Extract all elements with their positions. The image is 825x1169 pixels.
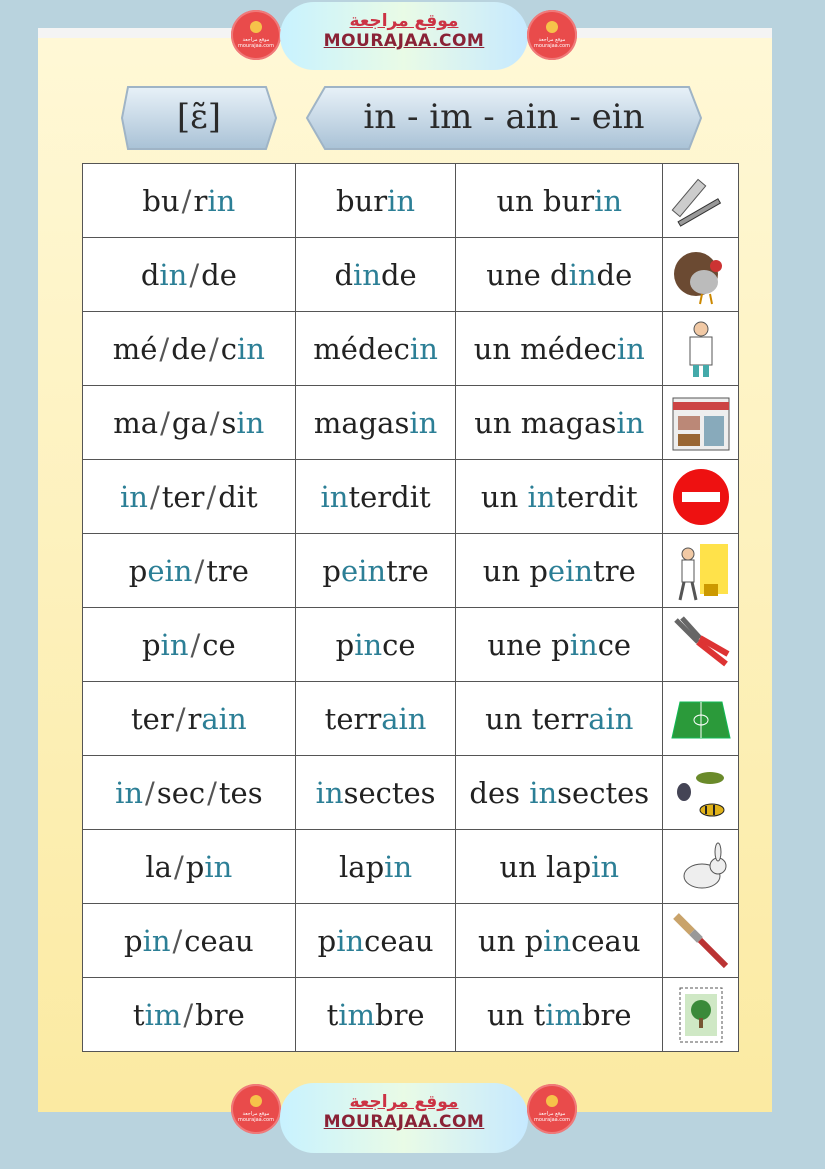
word-fragment: ceau [571, 923, 641, 958]
word-fragment: une d [486, 257, 569, 292]
site-banner-top[interactable] [280, 2, 528, 70]
site-logo-left-footer: موقع مراجعة mourajaa.com [231, 1084, 281, 1134]
chisel-icon [670, 182, 732, 216]
doctor-icon [670, 330, 732, 364]
insects-icon [670, 774, 732, 808]
highlighted-grapheme: in [616, 331, 645, 366]
picture-cell [663, 904, 739, 978]
syllable-separator: / [172, 923, 183, 958]
syllable-fragment: r [193, 183, 208, 218]
spellings-tab [305, 85, 703, 151]
phrase-cell [456, 386, 663, 460]
syllable-fragment: de [201, 257, 237, 292]
syllable-fragment: tre [206, 553, 249, 588]
syllable-fragment: t [132, 997, 145, 1032]
word-cell [295, 608, 456, 682]
syllable-fragment: ma [113, 405, 159, 440]
highlighted-grapheme: ein [547, 553, 594, 588]
word-cell [295, 386, 456, 460]
turkey-icon [670, 256, 732, 290]
word-fragment: ce [597, 627, 632, 662]
word-fragment: un terr [485, 701, 589, 736]
table-row [83, 534, 739, 608]
syllable-fragment: ter [161, 479, 205, 514]
site-banner-bottom[interactable] [280, 1083, 528, 1153]
picture-cell [663, 386, 739, 460]
word-fragment: bre [375, 997, 425, 1032]
highlighted-grapheme: ein [147, 553, 193, 588]
shop-icon [670, 404, 732, 438]
word-fragment: ceau [364, 923, 434, 958]
word-fragment: bre [581, 997, 632, 1032]
syllable-fragment: ce [202, 627, 236, 662]
word-fragment: un bur [496, 183, 595, 218]
word-fragment: bur [336, 183, 388, 218]
word-fragment: une p [487, 627, 570, 662]
highlighted-grapheme: in [616, 405, 645, 440]
highlighted-grapheme: in [409, 405, 438, 440]
sound-tab [120, 85, 278, 151]
highlighted-grapheme: in [236, 405, 265, 440]
syllable-separator: / [207, 775, 217, 810]
phrase-cell [456, 164, 663, 238]
word-fragment: un p [482, 553, 548, 588]
word-fragment: t [326, 997, 339, 1032]
highlighted-grapheme: im [338, 997, 375, 1032]
word-fragment: p [317, 923, 337, 958]
highlighted-grapheme: in [409, 331, 438, 366]
syllable-separator: / [208, 331, 219, 366]
highlighted-grapheme: in [336, 923, 365, 958]
phrase-cell [456, 682, 663, 756]
table-row [83, 756, 739, 830]
highlighted-grapheme: in [115, 775, 144, 810]
word-fragment: de [380, 257, 417, 292]
word-cell [295, 830, 456, 904]
word-cell [295, 312, 456, 386]
highlighted-grapheme: in [594, 183, 623, 218]
table-row [83, 238, 739, 312]
table-row [83, 682, 739, 756]
word-table [82, 163, 739, 1052]
word-cell [295, 756, 456, 830]
syllables-cell [83, 978, 296, 1052]
syllable-separator: / [181, 183, 192, 218]
syllable-fragment: ga [171, 405, 208, 440]
syllable-fragment: r [187, 701, 202, 736]
syllables-cell [83, 682, 296, 756]
word-cell [295, 164, 456, 238]
picture-cell [663, 756, 739, 830]
syllable-fragment: mé [112, 331, 158, 366]
highlighted-grapheme: ain [381, 701, 427, 736]
no-entry-icon [670, 478, 732, 512]
highlighted-grapheme: in [568, 257, 597, 292]
syllables-cell [83, 904, 296, 978]
word-fragment: terr [324, 701, 382, 736]
site-logo-right: موقع مراجعة mourajaa.com [527, 10, 577, 60]
pliers-icon [670, 626, 732, 660]
syllable-fragment: p [141, 627, 161, 662]
phrase-cell [456, 312, 663, 386]
syllable-separator: / [175, 701, 186, 736]
paintbrush-icon [670, 922, 732, 956]
word-fragment: terdit [348, 479, 431, 514]
highlighted-grapheme: in [387, 183, 416, 218]
picture-cell [663, 312, 739, 386]
word-cell [295, 534, 456, 608]
highlighted-grapheme: in [543, 923, 572, 958]
picture-cell [663, 830, 739, 904]
picture-cell [663, 164, 739, 238]
word-cell [295, 238, 456, 312]
word-fragment: médec [313, 331, 410, 366]
phrase-cell [456, 904, 663, 978]
site-name-latin[interactable]: MOURAJAA.COM [323, 31, 485, 51]
syllable-fragment: p [128, 553, 148, 588]
word-fragment: d [334, 257, 354, 292]
highlighted-grapheme: in [529, 775, 558, 810]
syllables-cell [83, 164, 296, 238]
syllable-separator: / [145, 775, 155, 810]
phrase-cell [456, 534, 663, 608]
picture-cell [663, 608, 739, 682]
table-row [83, 978, 739, 1052]
syllable-separator: / [183, 997, 194, 1032]
word-cell [295, 460, 456, 534]
table-row [83, 164, 739, 238]
highlighted-grapheme: in [353, 257, 381, 292]
syllable-fragment: d [140, 257, 160, 292]
syllables-cell [83, 608, 296, 682]
syllable-fragment: p [123, 923, 143, 958]
word-cell [295, 978, 456, 1052]
rabbit-icon [670, 848, 732, 882]
table-row [83, 830, 739, 904]
syllable-fragment: ter [131, 701, 174, 736]
site-logo-left: موقع مراجعة mourajaa.com [231, 10, 281, 60]
syllable-fragment: s [221, 405, 237, 440]
word-fragment: un médec [473, 331, 617, 366]
syllable-fragment: bu [142, 183, 180, 218]
phrase-cell [456, 608, 663, 682]
word-cell [295, 904, 456, 978]
word-fragment: magas [313, 405, 410, 440]
phrase-cell [456, 238, 663, 312]
word-fragment: ce [382, 627, 416, 662]
highlighted-grapheme: im [144, 997, 182, 1032]
highlighted-grapheme: in [354, 627, 383, 662]
highlighted-grapheme: in [160, 627, 189, 662]
syllable-separator: / [160, 405, 170, 440]
syllables-cell [83, 312, 296, 386]
phrase-cell [456, 830, 663, 904]
highlighted-grapheme: im [545, 997, 582, 1032]
sound-symbol: [ɛ̃] [176, 97, 222, 137]
syllable-separator: / [209, 405, 220, 440]
table-row [83, 386, 739, 460]
word-fragment: des [469, 775, 530, 810]
syllable-fragment: bre [195, 997, 245, 1032]
word-fragment: un [480, 479, 528, 514]
syllable-fragment: p [185, 849, 205, 884]
syllable-fragment: c [220, 331, 237, 366]
site-name-latin[interactable]: MOURAJAA.COM [323, 1112, 485, 1132]
word-fragment: un magas [474, 405, 617, 440]
word-fragment: lap [339, 849, 385, 884]
syllable-fragment: dit [218, 479, 258, 514]
syllable-separator: / [206, 479, 217, 514]
highlighted-grapheme: in [320, 479, 349, 514]
highlighted-grapheme: in [142, 923, 171, 958]
syllable-fragment: la [145, 849, 172, 884]
word-fragment: p [322, 553, 341, 588]
syllable-separator: / [189, 257, 200, 292]
highlighted-grapheme: in [119, 479, 148, 514]
highlighted-grapheme: in [159, 257, 188, 292]
highlighted-grapheme: in [384, 849, 413, 884]
highlighted-grapheme: in [236, 331, 265, 366]
word-fragment: un lap [499, 849, 592, 884]
word-fragment: p [335, 627, 355, 662]
syllable-fragment: tes [218, 775, 263, 810]
word-fragment: sectes [557, 775, 650, 810]
syllables-cell [83, 830, 296, 904]
word-fragment: terdit [555, 479, 638, 514]
syllables-cell [83, 386, 296, 460]
word-fragment: un p [478, 923, 544, 958]
site-logo-right-footer: موقع مراجعة mourajaa.com [527, 1084, 577, 1134]
syllable-separator: / [194, 553, 205, 588]
word-fragment: tre [593, 553, 636, 588]
highlighted-grapheme: in [569, 627, 598, 662]
site-name-arabic[interactable]: موقع مراجعة [349, 1092, 459, 1112]
picture-cell [663, 978, 739, 1052]
site-name-arabic[interactable]: موقع مراجعة [349, 11, 459, 31]
painter-icon [670, 552, 732, 586]
syllables-cell [83, 238, 296, 312]
highlighted-grapheme: ain [588, 701, 634, 736]
table-row [83, 460, 739, 534]
word-fragment: de [596, 257, 633, 292]
syllables-cell [83, 460, 296, 534]
picture-cell [663, 460, 739, 534]
syllable-separator: / [173, 849, 184, 884]
syllable-separator: / [159, 331, 170, 366]
highlighted-grapheme: ain [201, 701, 247, 736]
phrase-cell [456, 756, 663, 830]
table-row [83, 904, 739, 978]
highlighted-grapheme: in [204, 849, 233, 884]
syllable-fragment: sec [156, 775, 206, 810]
syllable-separator: / [190, 627, 201, 662]
highlighted-grapheme: in [527, 479, 556, 514]
syllable-fragment: de [171, 331, 207, 366]
word-cell [295, 682, 456, 756]
picture-cell [663, 534, 739, 608]
football-field-icon [670, 700, 732, 734]
table-row [83, 608, 739, 682]
syllables-cell [83, 756, 296, 830]
syllable-separator: / [149, 479, 160, 514]
highlighted-grapheme: in [207, 183, 236, 218]
syllable-fragment: ceau [184, 923, 254, 958]
word-fragment: sectes [343, 775, 436, 810]
highlighted-grapheme: ein [340, 553, 387, 588]
syllables-cell [83, 534, 296, 608]
spellings-list: in - im - ain - ein [363, 97, 645, 137]
phrase-cell [456, 978, 663, 1052]
word-fragment: tre [386, 553, 429, 588]
highlighted-grapheme: in [591, 849, 620, 884]
table-row [83, 312, 739, 386]
picture-cell [663, 238, 739, 312]
stamp-icon [670, 996, 732, 1030]
picture-cell [663, 682, 739, 756]
word-fragment: un t [486, 997, 546, 1032]
highlighted-grapheme: in [315, 775, 344, 810]
phrase-cell [456, 460, 663, 534]
